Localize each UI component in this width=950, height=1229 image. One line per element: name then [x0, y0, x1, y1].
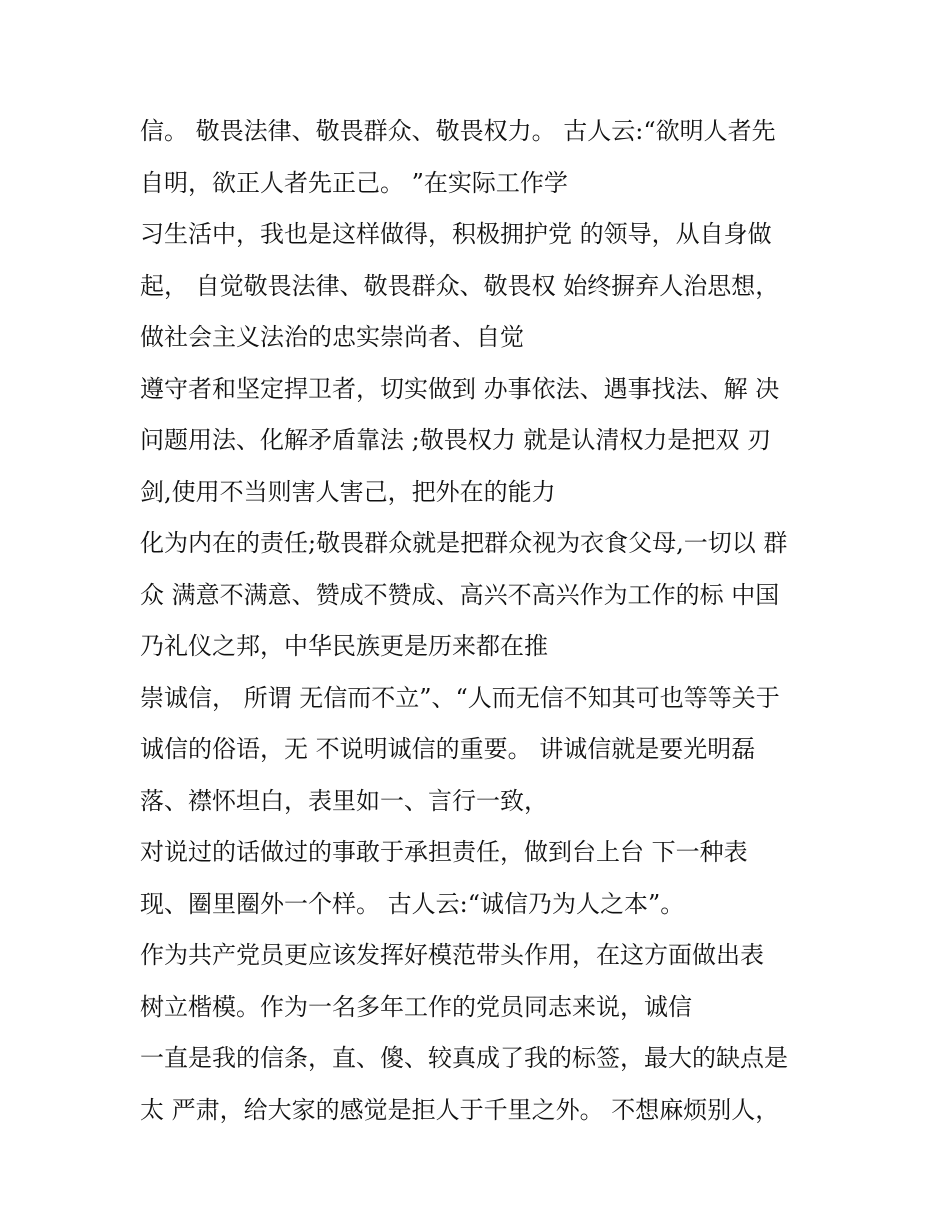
text-line: 崇诚信， 所谓 无信而不立”、“人而无信不知其可也等等关于 [140, 683, 780, 712]
text-line: 遵守者和坚定捍卫者，切实做到 办事依法、遇事找法、解 决 [140, 374, 780, 403]
text-line: 作为共产党员更应该发挥好模范带头作用，在这方面做出表 [140, 941, 764, 969]
text-line: 问题用法、化解矛盾靠法 ;敬畏权力 就是认清权力是把双 刃 [140, 426, 771, 454]
text-line: 现、圈里圈外一个样。 古人云:“诚信乃为人之本”。 [140, 889, 685, 918]
text-line: 习生活中，我也是这样做得，积极拥护党 的领导，从自身做 [140, 220, 772, 248]
body-text [140, 106, 830, 1136]
text-line: 落、襟怀坦白，表里如一、言行一致， [140, 786, 548, 815]
text-line: 起， 自觉敬畏法律、敬畏群众、敬畏权 始终摒弃人治思想， [140, 271, 780, 300]
text-line: 树立楷模。作为一名多年工作的党员同志来说，诚信 [140, 992, 692, 1021]
text-line: 做社会主义法治的忠实崇尚者、自觉 [140, 323, 524, 351]
text-line: 剑,使用不当则害人害己，把外在的能力 [140, 477, 556, 506]
text-line: 诚信的俗语，无 不说明诚信的重要。 讲诚信就是要光明磊 [140, 735, 756, 763]
text-line: 信。 敬畏法律、敬畏群众、敬畏权力。 古人云:“欲明人者先 [140, 117, 776, 145]
text-line: 自明，欲正人者先正己。 ”在实际工作学 [140, 168, 568, 197]
text-line: 太 严肃，给大家的感觉是拒人于千里之外。 不想麻烦别人， [140, 1095, 780, 1124]
text-line: 乃礼仪之邦，中华民族更是历来都在推 [140, 632, 548, 660]
text-line: 化为内在的责任;敬畏群众就是把群众视为衣食父母,一切以 群 [140, 529, 788, 557]
text-line: 众 满意不满意、赞成不赞成、高兴不高兴作为工作的标 中国 [140, 580, 780, 609]
text-line: 一直是我的信条，直、傻、较真成了我的标签，最大的缺点是 [140, 1044, 788, 1072]
text-line: 对说过的话做过的事敢于承担责任，做到台上台 下一种表 [140, 838, 748, 866]
